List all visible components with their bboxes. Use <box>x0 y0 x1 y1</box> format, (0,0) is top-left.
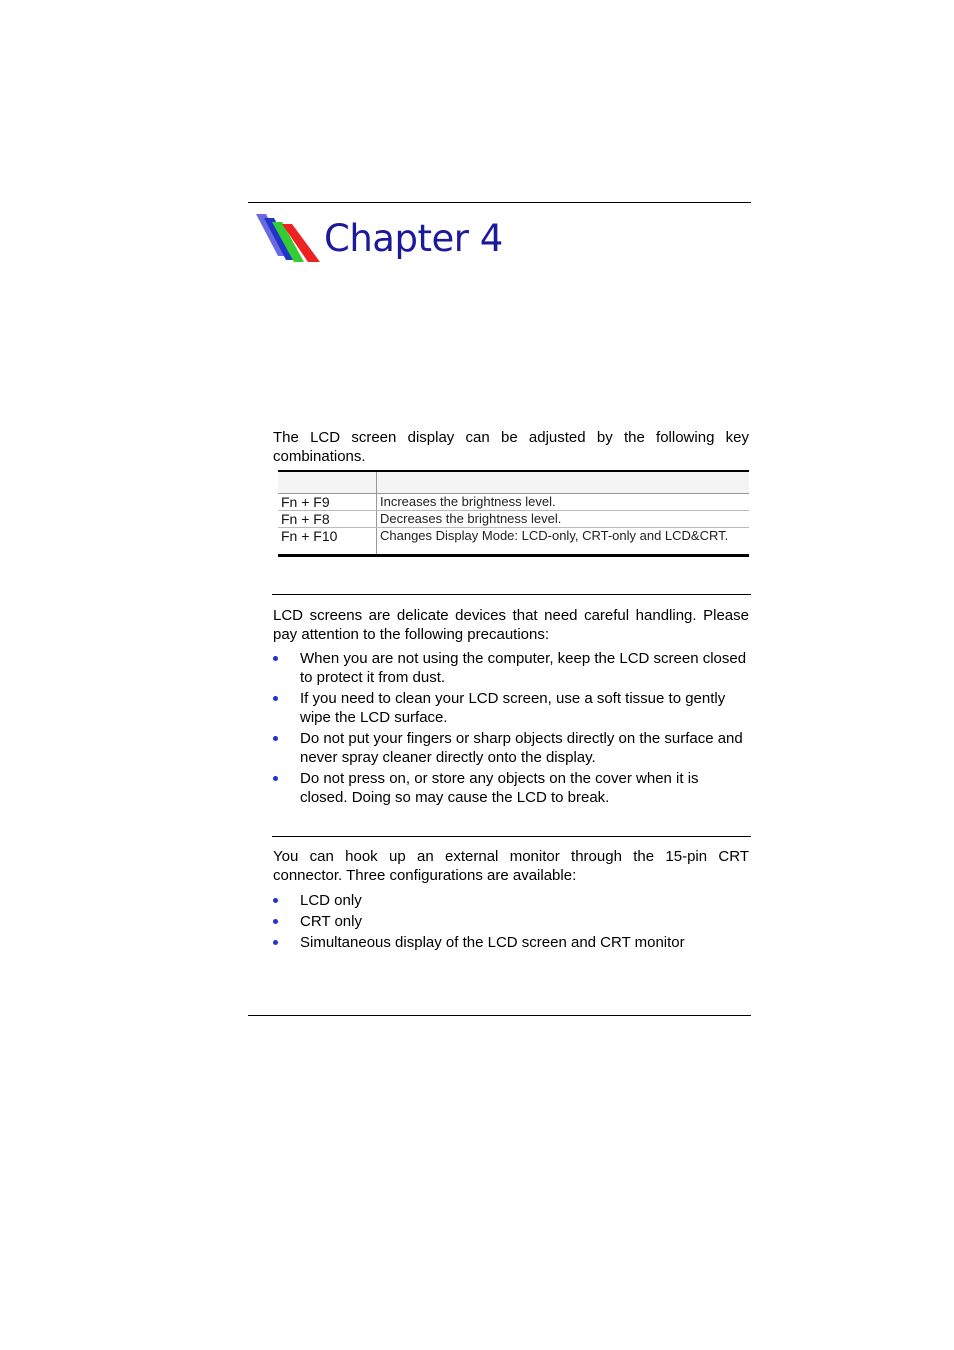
list-item-text: If you need to clean your LCD screen, use a soft tissue to gently wipe the LCD surface. <box>300 690 726 726</box>
list-item <box>273 729 749 767</box>
bullet-icon <box>273 940 278 945</box>
list-item-text: When you are not using the computer, keep the LCD screen closed to protect it from dust. <box>300 650 747 686</box>
external-monitor-list <box>273 891 749 954</box>
list-item-text: LCD only <box>300 892 362 909</box>
chapter-title: Chapter 4 <box>324 217 503 260</box>
list-item-text: CRT only <box>300 913 362 930</box>
key-combination-table <box>278 470 749 557</box>
description-cell: Changes Display Mode: LCD-only, CRT-only and LCD&CRT. <box>377 528 750 545</box>
bullet-icon <box>273 898 278 903</box>
external-monitor-intro: You can hook up an external monitor through the 15-pin CRT connector. Three configurations are available: <box>273 848 749 884</box>
table-row <box>278 528 749 545</box>
bullet-icon <box>273 736 278 741</box>
list-item-text: Do not press on, or store any objects on the cover when it is closed. Doing so may cause the LCD to break. <box>300 770 699 806</box>
table-bottom-border <box>278 544 749 556</box>
section-divider <box>272 594 751 595</box>
chapter-logo-icon <box>254 212 324 264</box>
bullet-icon <box>273 919 278 924</box>
lcd-care-intro: LCD screens are delicate devices that need careful handling. Please pay attention to the following precautions: <box>273 607 749 643</box>
key-cell: Fn + F9 <box>278 494 377 511</box>
bullet-icon <box>273 776 278 781</box>
bullet-icon <box>273 696 278 701</box>
table-row <box>278 511 749 528</box>
list-item-text: Simultaneous display of the LCD screen and CRT monitor <box>300 934 685 951</box>
key-cell: Fn + F8 <box>278 511 377 528</box>
top-rule <box>248 202 751 203</box>
section-divider <box>272 836 751 837</box>
description-cell: Increases the brightness level. <box>377 494 750 511</box>
list-item <box>273 769 749 807</box>
lcd-care-list <box>273 649 749 809</box>
list-item-text: Do not put your fingers or sharp objects directly on the surface and never spray cleaner directly onto the display. <box>300 730 743 766</box>
list-item <box>273 912 749 931</box>
table-header-row <box>278 471 749 494</box>
table-row <box>278 494 749 511</box>
description-cell: Decreases the brightness level. <box>377 511 750 528</box>
display-adjust-intro: The LCD screen display can be adjusted by the following key combinations. <box>273 429 749 465</box>
list-item <box>273 649 749 687</box>
list-item <box>273 689 749 727</box>
key-cell: Fn + F10 <box>281 528 338 544</box>
bullet-icon <box>273 656 278 661</box>
list-item <box>273 891 749 910</box>
bottom-rule <box>248 1015 751 1016</box>
list-item <box>273 933 749 952</box>
